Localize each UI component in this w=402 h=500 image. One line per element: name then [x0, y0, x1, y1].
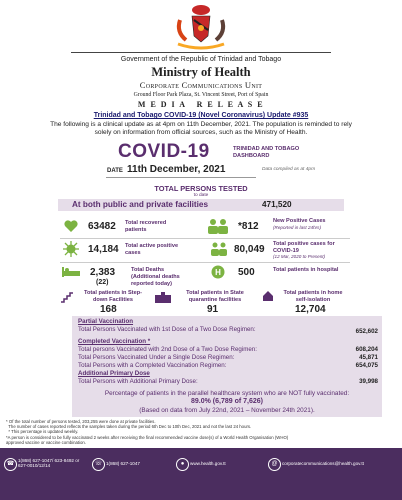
quarantine-label: Total patients in State quarantine facilities: [186, 290, 244, 303]
date-label: DATE: [107, 168, 123, 174]
total-positive-value: 80,049: [234, 244, 265, 255]
date-value: 11th December, 2021: [127, 164, 226, 175]
active-label: Total active positive cases: [125, 243, 179, 256]
release-intro-line1: The following is a clinical update as at 4pm on 11th December, 2021. The population is reminded to rely: [50, 121, 352, 128]
footer-bar: [0, 448, 402, 500]
media-release-label: M E D I A R E L E A S E: [137, 100, 265, 109]
tested-value: 471,520: [262, 200, 292, 209]
recovered-label: Total recovered patients: [125, 220, 167, 233]
hospital-label: Total patients in hospital: [273, 267, 339, 273]
release-title: Trinidad and Tobago COVID-19 (Novel Coronavirus) Update #935: [93, 112, 309, 119]
tested-title: TOTAL PERSONS TESTED: [154, 184, 248, 193]
parallel-line3: (Based on data from July 22nd, 2021 – November 24th 2021).: [139, 407, 315, 414]
footer-phone1[interactable]: 1(868) 627-1047/ 623-8492 or 627-0010/12/14: [18, 458, 80, 469]
hospital-value: 500: [238, 267, 255, 278]
partial-heading: Partial Vaccination: [78, 318, 134, 325]
active-value: 14,184: [88, 244, 119, 255]
hospital-icon: [211, 265, 225, 279]
people-icon: [207, 218, 231, 234]
phone-icon: ☎: [4, 458, 17, 471]
completed-heading: Completed Vaccination *: [78, 338, 151, 345]
dashboard-subtitle: TRINIDAD AND TOBAGO DASHBOARD: [233, 146, 300, 159]
home-value: 12,704: [295, 304, 326, 315]
house-icon: [262, 290, 274, 302]
footnote-3: * This percentage is updated weekly.: [6, 429, 79, 434]
heart-icon: [63, 218, 79, 234]
ministry-name: Ministry of Health: [151, 65, 251, 79]
footer-web[interactable]: www.health.gov.tt: [190, 461, 226, 466]
coat-of-arms-emblem: [172, 2, 230, 52]
completed-row: Total Persons with a Completed Vaccination Regimen: 654,075: [78, 362, 378, 369]
footer-email[interactable]: corporatecommunications@health.gov.tt: [282, 461, 364, 466]
parallel-pct: 89.0% (6,789 of 7,626): [191, 398, 263, 405]
unit-name: Corporate Communications Unit: [139, 80, 263, 90]
government-line: Government of the Republic of Trinidad and Tobago: [120, 56, 282, 63]
virus-icon: [63, 241, 79, 257]
stairs-icon: [60, 291, 74, 303]
address: Ground Floor Park Plaza, St. Vincent Street, Port of Spain: [133, 92, 269, 98]
people-group-icon: [210, 241, 228, 257]
quarantine-value: 91: [207, 304, 219, 315]
deaths-value: 2,383: [90, 267, 116, 278]
footnote-2: The number of cases reported reflects the samples taken during the period 6th Dec to 10th Dec, 2021 and not the last 24 hours.: [6, 424, 252, 429]
recovered-value: 63482: [88, 221, 116, 232]
compiled-note: Data compiled as at 4pm: [262, 167, 316, 172]
stepdown-value: 168: [100, 304, 117, 315]
partial-row: Total Persons Vaccinated with 1st Dose of a Two Dose Regimen: 652,602: [78, 326, 378, 335]
email-icon: @: [268, 458, 281, 471]
home-label: Total patients in home self-isolation: [283, 290, 343, 303]
release-intro-line2: solely on information from official sources, such as the Ministry of Health.: [94, 129, 308, 136]
fax-icon: ☏: [92, 458, 105, 471]
additional-heading: Additional Primary Dose: [78, 370, 150, 377]
footer-phone2[interactable]: 1(868) 627-1047: [106, 461, 140, 466]
bed-icon: [61, 265, 81, 279]
footnote-1: * Of the total number of persons tested, 203,255 were done at private facilities.: [6, 419, 156, 424]
single-dose-row: Total Persons Vaccinated Under a Single Dose Regimen: 45,871: [78, 354, 378, 361]
deaths-sub: (22): [96, 279, 109, 286]
additional-row: Total Persons with Additional Primary Dose: 39,998: [78, 378, 378, 385]
deaths-note: (Additional deaths reported today): [131, 274, 180, 287]
total-positive-note: (12 Mar, 2020 to Present): [273, 254, 326, 259]
svg-text:H: H: [215, 268, 221, 277]
new-cases-label: New Positive Cases: [273, 218, 326, 224]
stepdown-label: Total patients in Step-down Facilities: [83, 290, 142, 303]
total-positive-label: Total positive cases for COVID-19: [273, 241, 335, 254]
facility-icon: [154, 291, 172, 303]
dashboard-title: COVID-19: [118, 141, 210, 162]
new-cases-note: (Reported in last 24hrs): [273, 225, 322, 230]
tested-label: At both public and private facilities: [72, 200, 209, 209]
footnote-4: *A person is considered to be fully vaccinated 2 weeks after receiving the final recommended vaccine dose(s) of a World Health Organisation (WHO): [6, 435, 289, 440]
new-cases-value: *812: [238, 221, 259, 232]
deaths-label: Total Deaths: [131, 267, 165, 273]
tested-sub: to date: [193, 193, 209, 198]
parallel-line1: Percentage of patients in the parallel healthcare system who are NOT fully vaccinated:: [104, 390, 350, 397]
web-icon: ●: [176, 458, 189, 471]
footnote-5: approved vaccine or vaccine combination.: [6, 440, 87, 445]
second-dose-row: Total persons Vaccinated with 2nd Dose of a Two Dose Regimen: 608,204: [78, 346, 378, 353]
